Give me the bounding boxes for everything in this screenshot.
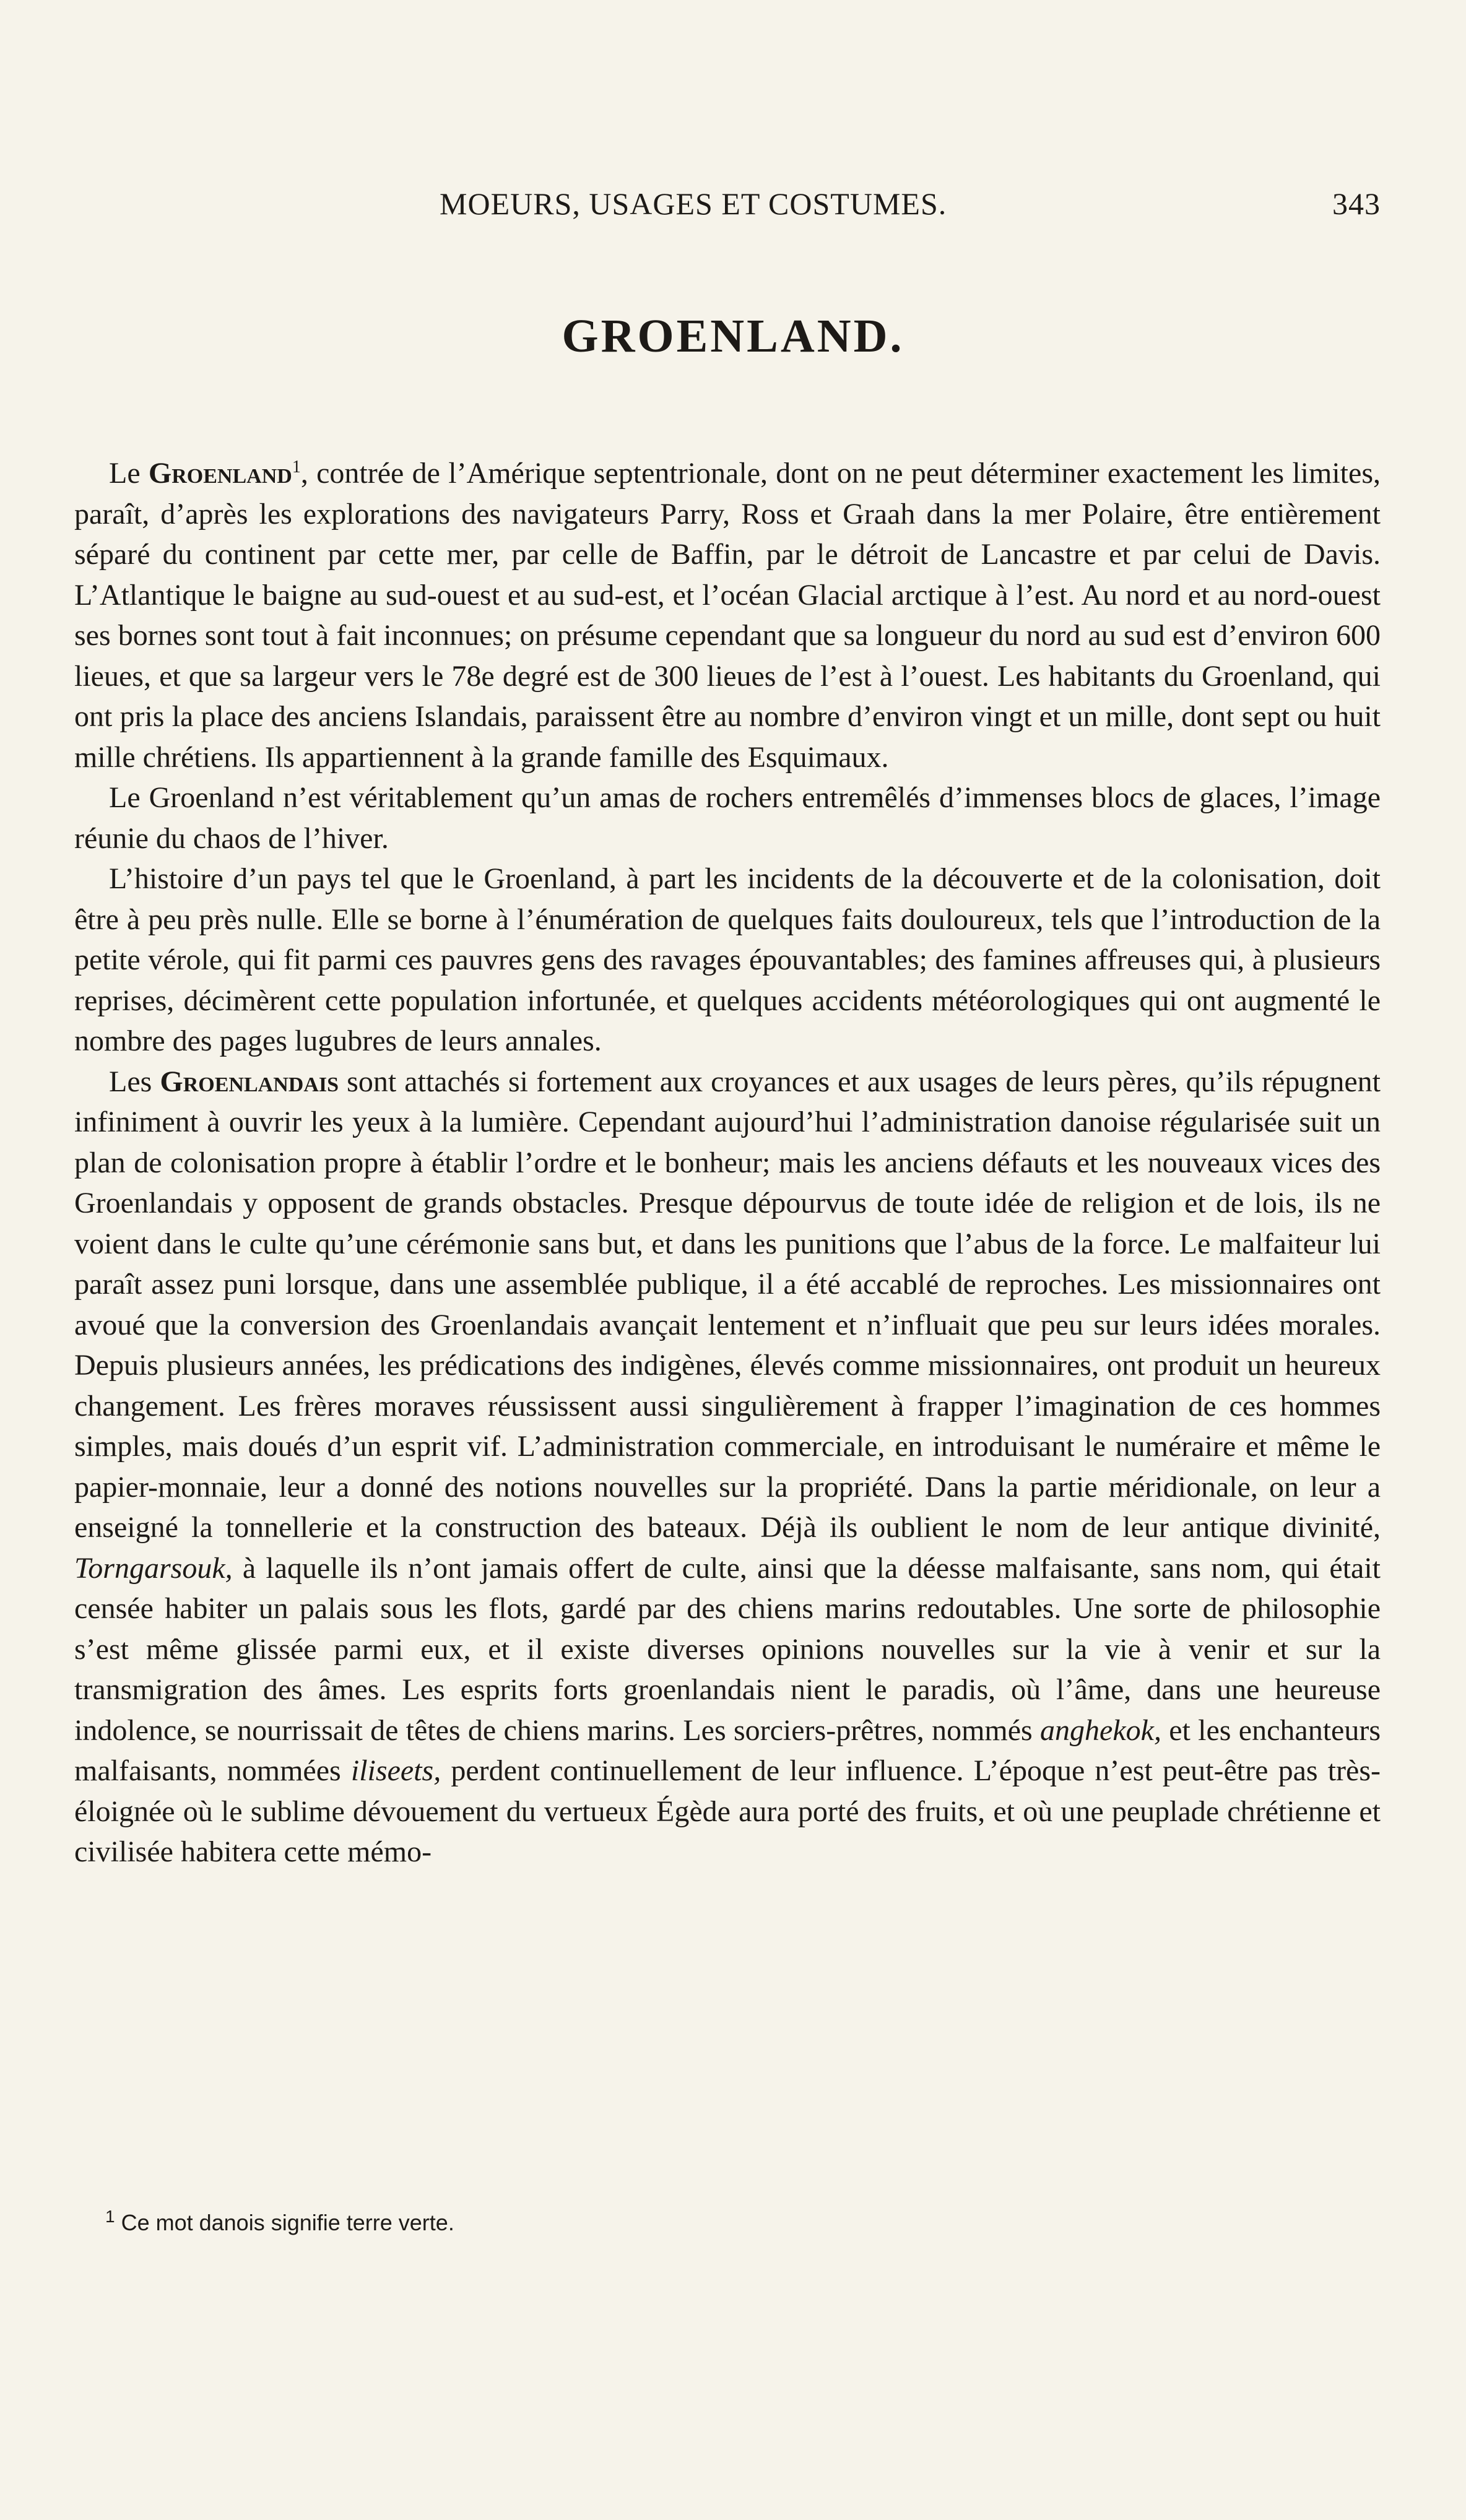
term-iliseets: iliseets, bbox=[350, 1754, 441, 1787]
footnote-text: Ce mot danois signifie terre verte. bbox=[115, 2210, 454, 2235]
paragraph-1-text: , contrée de l’Amérique septentrionale, dont on ne peut déterminer exactement les limites, paraît, d’après les explorations des navigateurs Parry, Ross et Graah dans la mer Polaire, être entièrement séparé du continent par cette mer, par celle de Baffin, par le détroit de Lancastre et par celui de Davis. L’Atlantique le baigne au sud-ouest et au sud-est, et l’océan Glacial arctique à l’est. Au nord et au nord-ouest ses bornes sont tout à fait inconnues; on présume cependant que sa longueur du nord au sud est d’environ 600 lieues, et que sa largeur vers le 78e degré est de 300 lieues de l’est à l’ouest. Les habitants du Groenland, qui ont pris la place des anciens Islandais, paraissent être au nombre d’environ vingt et un mille, dont sept ou huit mille chrétiens. Ils appartiennent à la grande famille des Esquimaux. bbox=[74, 457, 1381, 774]
footnote-reference: 1 bbox=[292, 457, 301, 477]
body-text bbox=[74, 453, 1381, 1873]
paragraph-4-text-4: perdent continuellement de leur influence. L’époque n’est peut-être pas très-éloignée où le sublime dévouement du vertueux Égède aura porté des fruits, et où une peuplade chrétienne et civilisée habitera cette mémo- bbox=[74, 1754, 1381, 1868]
paragraph-1-lead: Le bbox=[109, 457, 149, 490]
groenlandais-smallcaps: Groenlandais bbox=[160, 1065, 339, 1098]
page-header bbox=[74, 180, 1381, 229]
footnote bbox=[105, 2207, 1343, 2236]
paragraph-3: L’histoire d’un pays tel que le Groenland, à part les incidents de la découverte et de la colonisation, doit être à peu près nulle. Elle se borne à l’énumération de quelques faits douloureux, tels que l’introduction de la petite vérole, qui fit parmi ces pauvres gens des ravages épouvantables; des famines affreuses qui, à plusieurs reprises, décimèrent cette population infortunée, et quelques accidents météorologiques qui ont augmenté le nombre des pages lugubres de leurs annales. bbox=[74, 862, 1381, 1057]
paragraph-4-text-1: sont attachés si fortement aux croyances et aux usages de leurs pères, qu’ils répugnent infiniment à ouvrir les yeux à la lumière. Cependant aujourd’hui l’administration danoise régularisée suit un plan de colonisation propre à établir l’ordre et le bonheur; mais les anciens défauts et les nouveaux vices des Groenlandais y opposent de grands obstacles. Presque dépourvus de toute idée de religion et de lois, ils ne voient dans le culte qu’une cérémonie sans but, et dans les punitions que l’abus de la force. Le malfaiteur lui paraît assez puni lorsque, dans une assemblée publique, il a été accablé de reproches. Les missionnaires ont avoué que la conversion des Groenlandais avançait lentement et n’influait que peu sur leurs idées morales. Depuis plusieurs années, les prédications des indigènes, élevés comme missionnaires, ont produit un heureux changement. Les frères moraves réussissent aussi singulièrement à frapper l’imagination de ces hommes simples, mais doués d’un esprit vif. L’administration commerciale, en introduisant le numéraire et même le papier-monnaie, leur a donné des notions nouvelles sur la propriété. Dans la partie méridionale, on leur a enseigné la tonnellerie et la construction des bateaux. Déjà ils oublient le nom de leur antique divinité, bbox=[74, 1065, 1381, 1544]
paragraph-1 bbox=[74, 453, 1381, 777]
footnote-mark: 1 bbox=[105, 2207, 115, 2226]
page-number: 343 bbox=[1332, 186, 1381, 221]
running-title: MOEURS, USAGES ET COSTUMES. bbox=[440, 186, 947, 221]
paragraph-4-text-3: et les enchanteurs malfaisants, nommées bbox=[74, 1713, 1381, 1787]
term-anghekok: anghekok, bbox=[1040, 1713, 1161, 1747]
deity-name: Torngarsouk, bbox=[74, 1551, 233, 1585]
groenland-smallcaps: Groenland bbox=[148, 457, 292, 490]
paragraph-2: Le Groenland n’est véritablement qu’un amas de rochers entremêlés d’immenses blocs de glaces, l’image réunie du chaos de l’hiver. bbox=[74, 781, 1381, 855]
paragraph-4-lead: Les bbox=[109, 1065, 160, 1098]
chapter-title: GROENLAND. bbox=[562, 310, 904, 362]
paragraph-4-text-2: à laquelle ils n’ont jamais offert de culte, ainsi que la déesse malfaisante, sans nom, qui était censée habiter un palais sous les flots, gardé par des chiens marins redoutables. Une sorte de philosophie s’est même glissée parmi eux, et il existe diverses opinions nouvelles sur la vie à venir et sur la transmigration des âmes. Les esprits forts groenlandais nient le paradis, où l’âme, dans une heureuse indolence, se nourrissait de têtes de chiens marins. Les sorciers-prêtres, nommés bbox=[74, 1551, 1381, 1747]
paragraph-4 bbox=[74, 1062, 1381, 1873]
